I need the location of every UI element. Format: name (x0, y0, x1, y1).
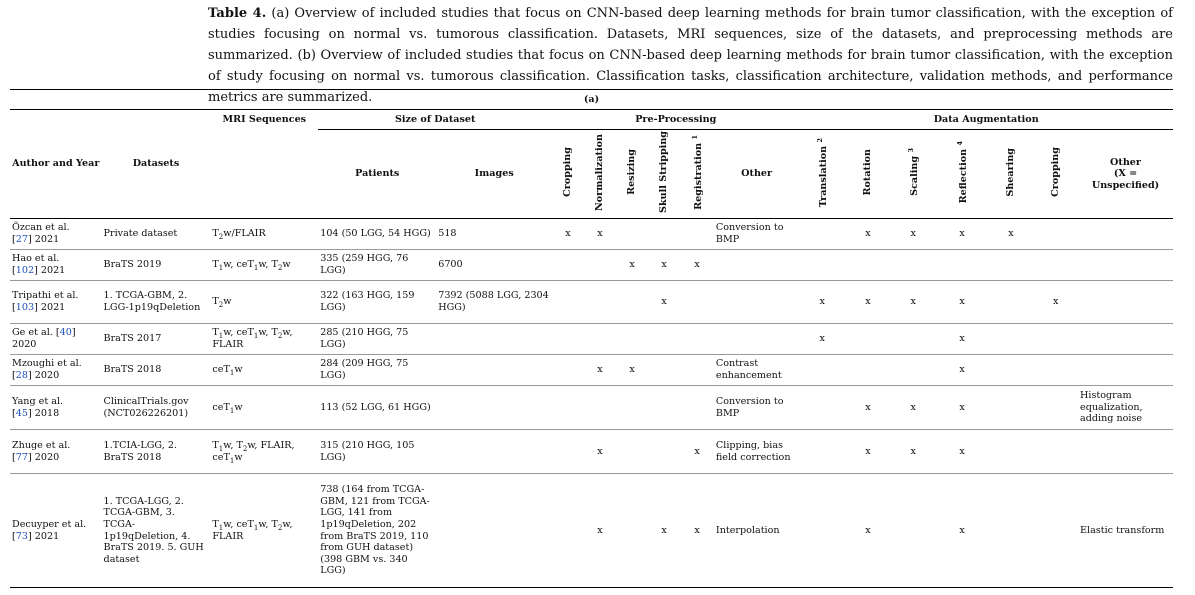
check-mark: x (936, 474, 989, 588)
table-row: Ge et al. [40] 2020 BraTS 2017 $T_1w$, ceT$_1$w, $T_2w$, FLAIR 285 (210 HGG, 75 LGG) x x (10, 324, 1173, 355)
check-mark: x (845, 474, 891, 588)
check-mark: x (1033, 281, 1078, 324)
citation-link[interactable]: 102 (15, 265, 35, 276)
check-mark: x (891, 430, 936, 474)
check-mark: x (845, 430, 891, 474)
table-row: Decuyper et al. [73] 2021 1. TCGA-LGG, 2. TCGA-GBM, 3. TCGA-1p19qDeletion, 4. BraTS 2019. 5. GUH dataset $T_1w$, ceT$_1$w, $T_2w$, FLAIR 738 (164 from TCGA-GBM, 121 from TCGA-LGG, 141 from 1p19qDeletion, 202 from BraTS 2019, 110 from GUH dataset) (398 GBM vs. 340 LGG) x x x Interpolation x x Elastic transform (10, 474, 1173, 588)
check-mark: x (680, 430, 714, 474)
check-mark: x (936, 324, 989, 355)
check-mark: x (648, 281, 681, 324)
check-mark: x (616, 355, 648, 386)
check-mark: x (680, 474, 714, 588)
col-resizing: Resizing (616, 130, 648, 219)
check-mark: x (552, 219, 584, 250)
col-reflection: Reflection $^4$ (936, 130, 989, 219)
citation-link[interactable]: 77 (15, 451, 28, 463)
check-mark: x (891, 219, 936, 250)
col-registration: Registration $^1$ (680, 130, 714, 219)
caption-label: Table 4. (208, 6, 267, 21)
citation-link[interactable]: 28 (15, 370, 28, 381)
group-data-augmentation: Data Augmentation (799, 110, 1173, 130)
citation-link[interactable]: 103 (15, 302, 35, 313)
caption-text: (a) Overview of included studies that focus on CNN-based deep learning methods for brain tumor classification, with the exception of studies focusing on normal vs. tumorous classification. Datasets, MRI sequences, size of the datasets, and preprocessing methods are summarized. (b) Overview of included studies that focus on CNN-based deep learning methods for brain tumor classification, with the exception of study focusing on normal vs. tumorous classification. Classification tasks, classification architecture, validation methods, and performance metrics are summarized. (208, 6, 1173, 105)
citation-link[interactable]: 40 (59, 327, 72, 339)
col-mri-sequences: MRI Sequences (210, 110, 318, 219)
col-rotation: Rotation (845, 130, 891, 219)
check-mark: x (584, 430, 617, 474)
table-row: Hao et al. [102] 2021 BraTS 2019 $T_1w$, ceT$_1$w, $T_2w$ 335 (259 HGG, 76 LGG) 6700 x x x (10, 250, 1173, 281)
group-size-of-dataset: Size of Dataset (318, 110, 552, 130)
check-mark: x (648, 250, 681, 281)
check-mark: x (936, 430, 989, 474)
col-shearing: Shearing (989, 130, 1034, 219)
col-scaling: Scaling $^3$ (891, 130, 936, 219)
col-aug-other: Other (X = Unspecified) (1078, 130, 1173, 219)
col-normalization: Normalization (584, 130, 617, 219)
col-cropping: Cropping (552, 130, 584, 219)
col-patients: Patients (318, 130, 436, 219)
check-mark: x (616, 250, 648, 281)
check-mark: x (648, 474, 681, 588)
check-mark: x (936, 355, 989, 386)
studies-table (10, 89, 1173, 588)
table-row: Zhuge et al. [77] 2020 1.TCIA-LGG, 2. BraTS 2018 $T_1w$, $T_2w$, FLAIR, ceT$_1$w 315 (210 HGG, 105 LGG) x x Clipping, bias field correction x x x (10, 430, 1173, 474)
col-skull-stripping: Skull Stripping (648, 130, 681, 219)
col-author-year: Author and Year (10, 110, 102, 219)
check-mark: x (584, 219, 617, 250)
check-mark: x (845, 386, 891, 430)
col-datasets: Datasets (102, 110, 211, 219)
check-mark: x (680, 250, 714, 281)
col-translation: Translation $^2$ (799, 130, 845, 219)
check-mark: x (799, 324, 845, 355)
citation-link[interactable]: 73 (15, 530, 28, 542)
check-mark: x (891, 281, 936, 324)
check-mark: x (936, 219, 989, 250)
table-row: Mzoughi et al. [28] 2020 BraTS 2018 ceT$_1$w 284 (209 HGG, 75 LGG) x x Contrast enhancement x (10, 355, 1173, 386)
check-mark: x (845, 219, 891, 250)
table-row: Özcan et al. [27] 2021 Private dataset $T_2w$/FLAIR 104 (50 LGG, 54 HGG) 518 x x Conversion to BMP x x x x (10, 219, 1173, 250)
check-mark: x (936, 386, 989, 430)
citation-link[interactable]: 45 (15, 407, 28, 419)
group-pre-processing: Pre-Processing (552, 110, 799, 130)
table-subtitle: (a) (10, 90, 1173, 110)
table-row: Tripathi et al. [103] 2021 1. TCGA-GBM, 2. LGG-1p19qDeletion $T_2w$ 322 (163 HGG, 159 LGG) 7392 (5088 LGG, 2304 HGG) x x x x x x (10, 281, 1173, 324)
check-mark: x (891, 386, 936, 430)
check-mark: x (845, 281, 891, 324)
citation-link[interactable]: 27 (15, 234, 28, 245)
check-mark: x (584, 355, 617, 386)
col-images: Images (436, 130, 552, 219)
check-mark: x (799, 281, 845, 324)
col-aug-cropping: Cropping (1033, 130, 1078, 219)
check-mark: x (936, 281, 989, 324)
col-pre-other: Other (714, 130, 799, 219)
table-row: Yang et al. [45] 2018 ClinicalTrials.gov (NCT026226201) ceT$_1$w 113 (52 LGG, 61 HGG) Conversion to BMP x x x Histogram equalization, adding noise (10, 386, 1173, 430)
check-mark: x (989, 219, 1034, 250)
check-mark: x (584, 474, 617, 588)
